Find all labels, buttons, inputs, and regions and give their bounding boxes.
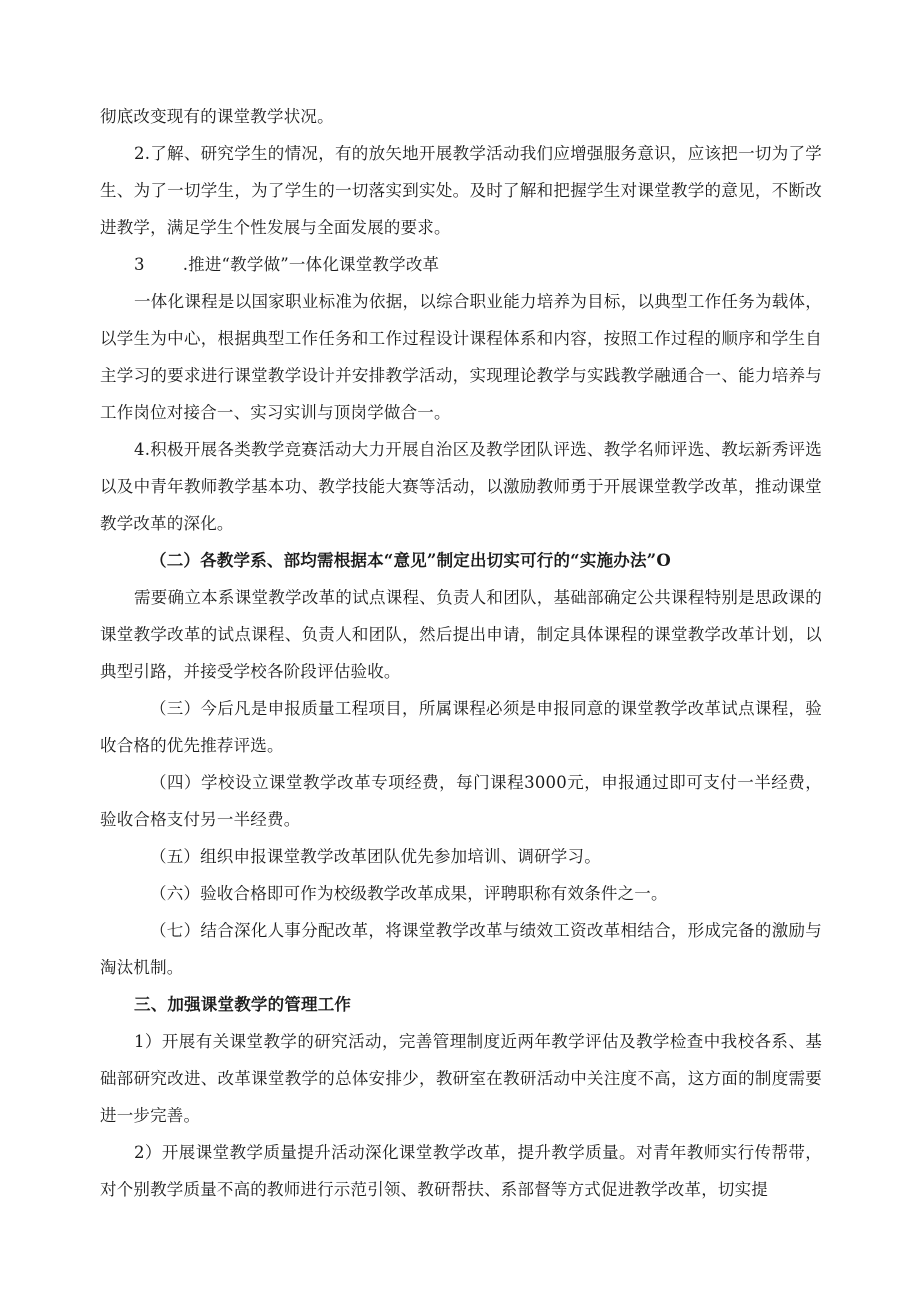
paragraph-section-4: （四）学校设立课堂教学改革专项经费，每门课程3000元，申报通过即可支付一半经费，验收合格支付另一半经费。 bbox=[100, 773, 822, 829]
paragraph-integrated-course: 一体化课程是以国家职业标准为依据，以综合职业能力培养为目标，以典型工作任务为载体，以学生为中心，根据典型工作任务和工作过程设计课程体系和内容，按照工作过程的顺序和学生自主学习的要求进行课堂教学设计并安排教学活动，实现理论教学与实践教学融通合一、能力培养与工作岗位对接合一、实习实训与顶岗学做合一。 bbox=[100, 292, 822, 422]
paragraph-pilot-courses: 需要确立本系课堂教学改革的试点课程、负责人和团队，基础部确定公共课程特别是思政课的课堂教学改革的试点课程、负责人和团队，然后提出申请，制定具体课程的课堂教学改革计划，以典型引路，并接受学校各阶段评估验收。 bbox=[100, 588, 822, 681]
paragraph-item-4: 4.积极开展各类教学竞赛活动大力开展自治区及教学团队评选、教学名师评选、教坛新秀评选以及中青年教师教学基本功、教学技能大赛等活动，以激励教师勇于开展课堂教学改革，推动课堂教学改革的深化。 bbox=[100, 440, 822, 533]
heading-part-3: 三、加强课堂教学的管理工作 bbox=[134, 995, 352, 1014]
item-3-title: .推进“教学做”一体化课堂教学改革 bbox=[182, 255, 440, 274]
paragraph-section-6 bbox=[100, 875, 822, 912]
section-6-text: （六）验收合格即可作为校级教学改革成果，评聘职称有效条件之一。 bbox=[150, 884, 668, 903]
paragraph-section-7: （七）结合深化人事分配改革，将课堂教学改革与绩效工资改革相结合，形成完备的激励与淘汰机制。 bbox=[100, 921, 822, 977]
item-3-number: 3 bbox=[134, 255, 145, 274]
paragraph-item-2: 2.了解、研究学生的情况，有的放矢地开展教学活动我们应增强服务意识，应该把一切为了学生、为了一切学生，为了学生的一切落实到实处。及时了解和把握学生对课堂教学的意见，不断改进教学，满足学生个性发展与全面发展的要求。 bbox=[100, 144, 822, 237]
section-5-text: （五）组织申报课堂教学改革团队优先参加培训、调研学习。 bbox=[150, 847, 601, 866]
paragraph-quality-improvement: 2）开展课堂教学质量提升活动深化课堂教学改革，提升教学质量。对青年教师实行传帮带，对个别教学质量不高的教师进行示范引领、教研帮扶、系部督等方式促进教学改革，切实提 bbox=[100, 1143, 822, 1199]
heading-item-3 bbox=[100, 246, 822, 283]
paragraph-research-activities: 1）开展有关课堂教学的研究活动，完善管理制度近两年教学评估及教学检查中我校各系、基础部研究改进、改革课堂教学的总体安排少，教研室在教研活动中关注度不高，这方面的制度需要进一步完善。 bbox=[100, 1032, 822, 1125]
heading-section-2: （二）各教学系、部均需根据本“意见”制定出切实可行的“实施办法”O bbox=[150, 551, 671, 570]
paragraph-continuation: 彻底改变现有的课堂教学状况。 bbox=[100, 107, 334, 126]
paragraph-section-3: （三）今后凡是申报质量工程项目，所属课程必须是申报同意的课堂教学改革试点课程，验收合格的优先推荐评选。 bbox=[100, 699, 822, 755]
paragraph-section-5 bbox=[100, 838, 822, 875]
